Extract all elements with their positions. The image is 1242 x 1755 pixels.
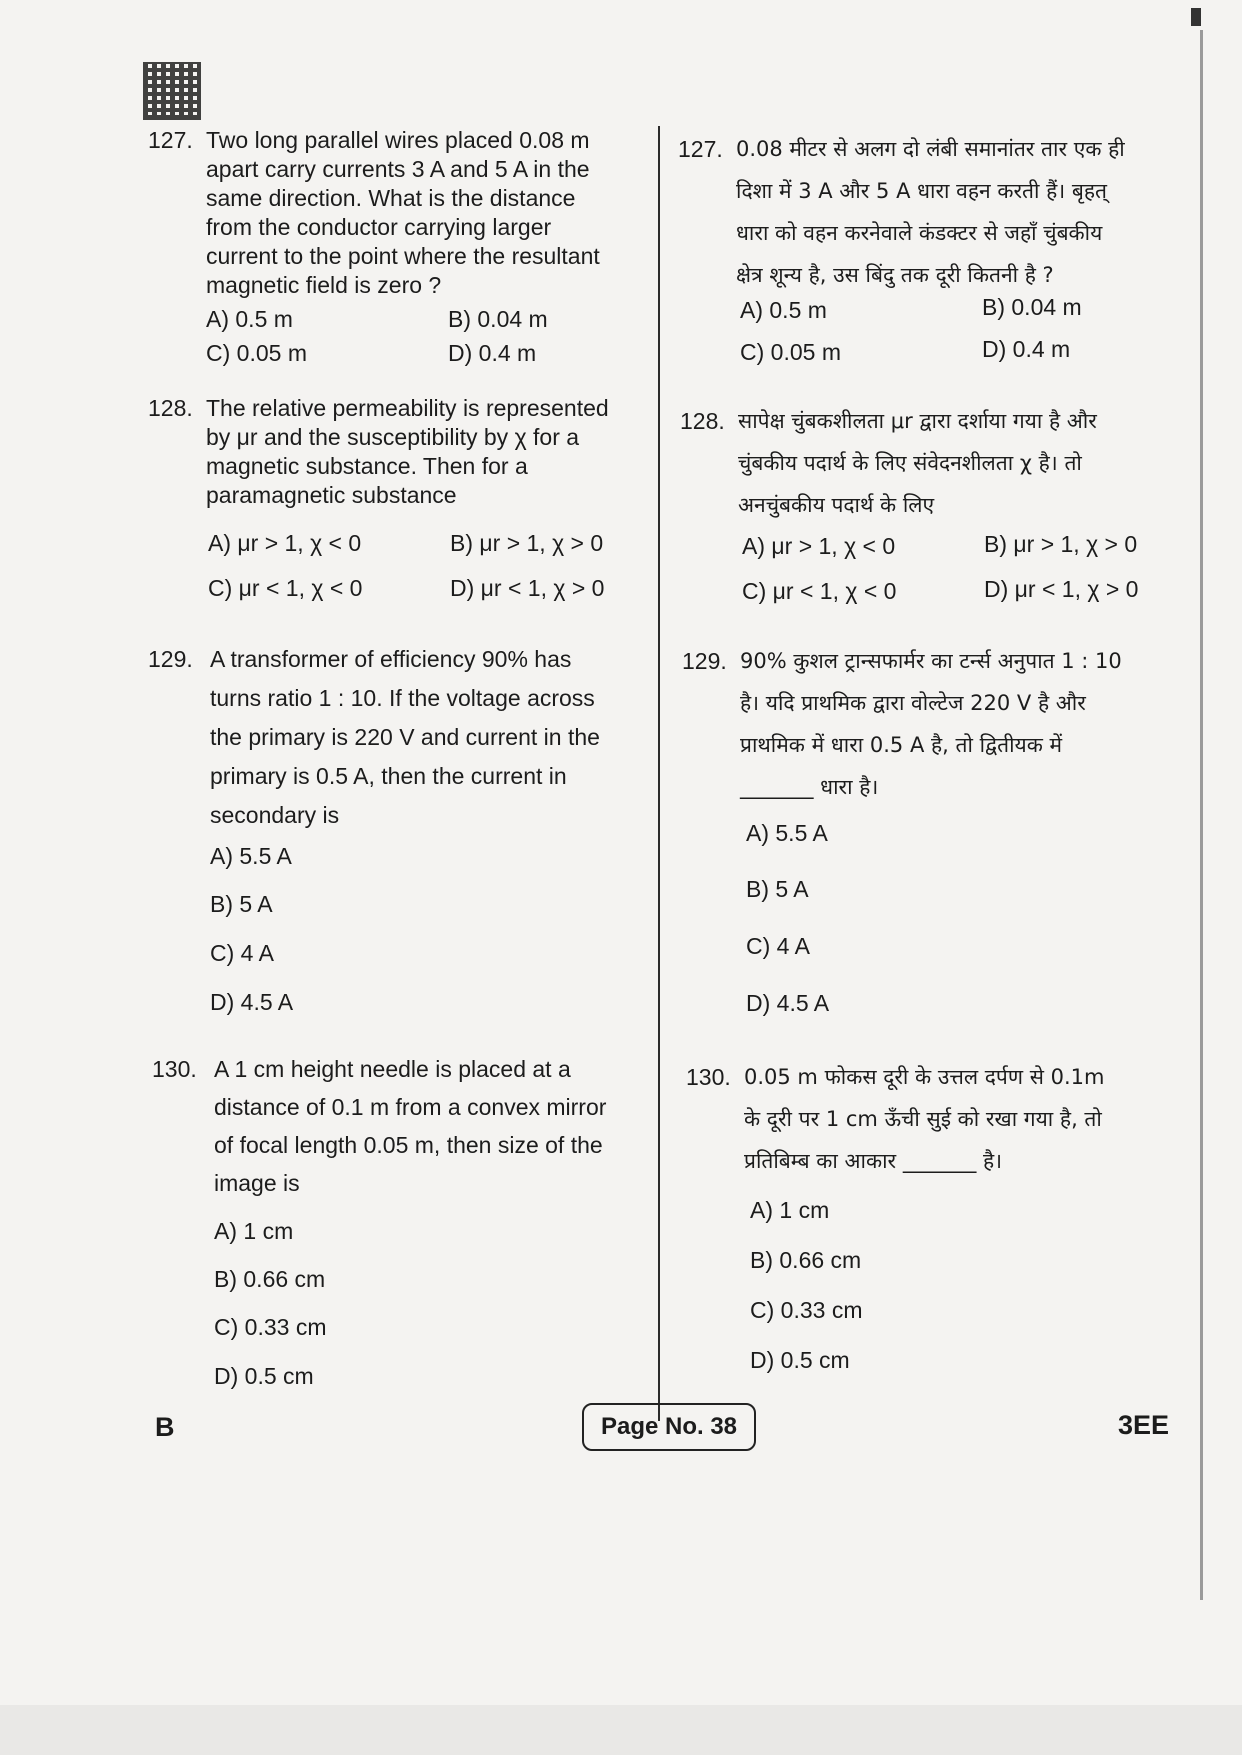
question-line: secondary is [210,802,340,828]
question-line: image is [214,1170,300,1196]
option-d[interactable]: D) μr < 1, χ > 0 [450,575,605,601]
option-c[interactable]: C) 0.05 m [206,340,307,366]
paper-code: 3EE [1118,1410,1170,1440]
question-line: current to the point where the resultant [206,243,600,269]
question-line: _______ धारा है। [740,775,879,799]
question-number: 127. [148,127,193,153]
option-a[interactable]: A) 0.5 m [740,297,827,323]
question-line: Two long parallel wires placed 0.08 m [206,127,590,153]
option-d[interactable]: D) 0.5 cm [750,1347,850,1373]
page-number-box: Page No. 38 [582,1403,756,1451]
question-text [206,394,630,510]
question-line: primary is 0.5 A, then the current in [210,763,567,789]
question-line: अनचुंबकीय पदार्थ के लिए [738,493,935,517]
option-c[interactable]: C) 0.33 cm [214,1314,327,1340]
question-line: 90% कुशल ट्रान्सफार्मर का टर्न्स अनुपात 1 : 10 [740,649,1122,673]
question-line: 0.05 m फोकस दूरी के उत्तल दर्पण से 0.1m [744,1065,1105,1089]
option-c[interactable]: C) 0.33 cm [750,1297,863,1323]
question-line: distance of 0.1 m from a convex mirror [214,1094,607,1120]
question-line: के दूरी पर 1 cm ऊँची सुई को रखा गया है, तो [744,1107,1102,1131]
option-b[interactable]: B) 0.04 m [448,306,548,332]
question-number: 130. [686,1064,731,1090]
question-text [206,126,628,300]
page-edge-line [1200,30,1203,1600]
question-number: 127. [678,136,723,162]
question-number: 128. [680,408,725,434]
question-line: magnetic field is zero ? [206,272,442,298]
series-code: B [155,1412,175,1442]
option-a[interactable]: A) 5.5 A [210,843,292,869]
option-d[interactable]: D) 4.5 A [210,989,294,1015]
question-line: of focal length 0.05 m, then size of the [214,1132,603,1158]
question-line: धारा को वहन करनेवाले कंडक्टर से जहाँ चुंबकीय [736,221,1103,245]
option-a[interactable]: A) 1 cm [750,1197,830,1223]
question-line: सापेक्ष चुंबकशीलता μr द्वारा दर्शाया गया है और [738,409,1097,433]
question-line: apart carry currents 3 A and 5 A in the [206,156,590,182]
option-b[interactable]: B) 5 A [746,876,809,902]
option-c[interactable]: C) μr < 1, χ < 0 [208,575,363,601]
option-a[interactable]: A) μr > 1, χ < 0 [742,533,896,559]
option-b[interactable]: B) 0.66 cm [750,1247,862,1273]
question-line: प्रतिबिम्ब का आकार _______ है। [744,1149,1003,1173]
question-line: from the conductor carrying larger [206,214,552,240]
option-b[interactable]: B) μr > 1, χ > 0 [450,530,604,556]
question-text [738,400,1180,526]
option-a[interactable]: A) 5.5 A [746,820,828,846]
question-line: same direction. What is the distance [206,185,576,211]
question-line: paramagnetic substance [206,482,457,508]
option-d[interactable]: D) 4.5 A [746,990,830,1016]
question-line: है। यदि प्राथमिक द्वारा वोल्टेज 220 V है और [740,691,1086,715]
question-line: A transformer of efficiency 90% has [210,646,572,672]
option-c[interactable]: C) 0.05 m [740,339,841,365]
option-d[interactable]: D) 0.4 m [982,336,1071,362]
question-text [210,640,638,835]
corner-mark [1191,8,1201,26]
question-line: चुंबकीय पदार्थ के लिए संवेदनशीलता χ है। तो [738,451,1082,475]
question-line: 0.08 मीटर से अलग दो लंबी समानांतर तार एक ही [736,137,1125,161]
question-line: प्राथमिक में धारा 0.5 A है, तो द्वितीयक में [740,733,1063,757]
question-line: turns ratio 1 : 10. If the voltage across [210,685,595,711]
question-line: A 1 cm height needle is placed at a [214,1056,571,1082]
question-line: magnetic substance. Then for a [206,453,528,479]
option-a[interactable]: A) 1 cm [214,1218,294,1244]
option-d[interactable]: D) 0.4 m [448,340,537,366]
question-line: the primary is 220 V and current in the [210,724,600,750]
option-b[interactable]: B) 0.04 m [982,294,1082,320]
question-text [214,1050,638,1202]
question-line: दिशा में 3 A और 5 A धारा वहन करती हैं। बृहत् [736,179,1108,203]
question-line: क्षेत्र शून्य है, उस बिंदु तक दूरी कितनी है ? [736,263,1054,287]
scan-bottom-band [0,1705,1242,1755]
question-number: 130. [152,1056,197,1082]
option-b[interactable]: B) μr > 1, χ > 0 [984,531,1138,557]
option-a[interactable]: A) 0.5 m [206,306,293,332]
question-number: 129. [148,646,193,672]
option-c[interactable]: C) μr < 1, χ < 0 [742,578,897,604]
option-b[interactable]: B) 5 A [210,891,273,917]
option-b[interactable]: B) 0.66 cm [214,1266,326,1292]
option-a[interactable]: A) μr > 1, χ < 0 [208,530,362,556]
question-text [744,1056,1186,1182]
question-text [740,640,1182,808]
question-text [736,128,1178,296]
question-number: 128. [148,395,193,421]
option-c[interactable]: C) 4 A [746,933,810,959]
question-number: 129. [682,648,727,674]
question-line: The relative permeability is represented [206,395,609,421]
option-c[interactable]: C) 4 A [210,940,274,966]
column-divider [658,126,660,1421]
qr-code-icon [143,62,201,120]
question-line: by μr and the susceptibility by χ for a [206,424,580,450]
option-d[interactable]: D) 0.5 cm [214,1363,314,1389]
option-d[interactable]: D) μr < 1, χ > 0 [984,576,1139,602]
